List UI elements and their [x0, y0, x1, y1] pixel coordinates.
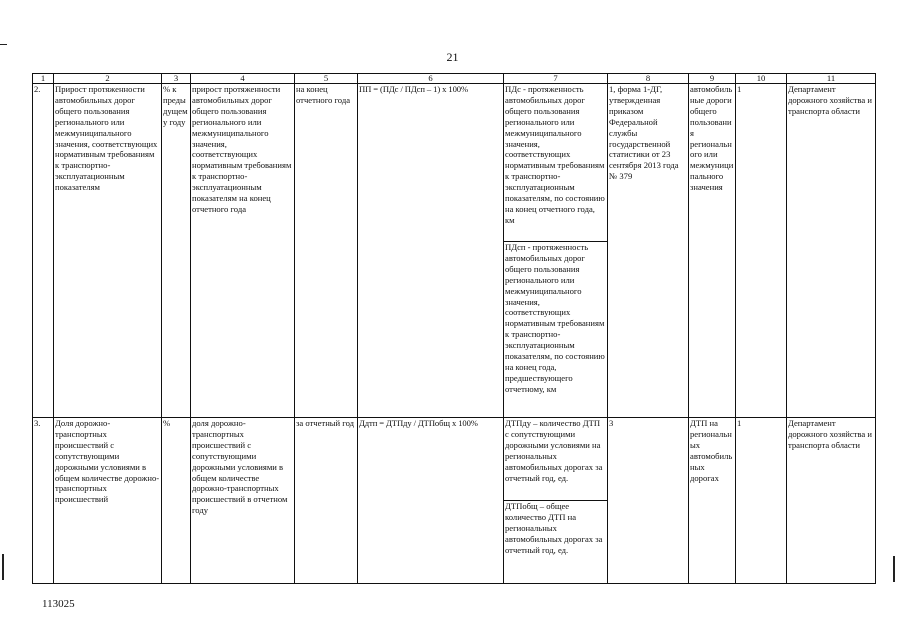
column-number-row — [33, 74, 876, 84]
unit-of-measure: % — [162, 418, 191, 584]
table-row — [33, 418, 876, 584]
column-number: 6 — [358, 74, 504, 84]
scan-edge-mark — [2, 554, 4, 580]
indicators-table — [32, 73, 876, 584]
indicator-name: Доля дорожно-транспортных происшествий с сопутствующими дорожными условиями в общем количестве дорожно-транспортных происшествий — [54, 418, 162, 584]
document-code: 113025 — [42, 598, 75, 610]
observation-object: автомобильные дороги общего пользования регионального или межмуниципального значения — [689, 84, 736, 418]
row-number: 2. — [33, 84, 54, 418]
table-row — [33, 84, 876, 418]
column-number: 7 — [504, 74, 608, 84]
formula-variable: ПДсп - протяженность автомобильных дорог общего пользования регионального или межмуниципального значения, соответствующих нормативным требованиям к транспортно-эксплуатационным показателям, по состоянию на конец года, предшествующего отчетному, км — [504, 241, 607, 395]
collection-method: 1 — [736, 418, 787, 584]
scan-edge-mark — [893, 556, 895, 582]
unit-of-measure: % к предыдущему году — [162, 84, 191, 418]
responsible-department: Департамент дорожного хозяйства и транспорта области — [787, 418, 876, 584]
column-number: 3 — [162, 74, 191, 84]
page-number: 21 — [446, 50, 459, 64]
calculation-formula: Ддтп = ДТПду / ДТПобщ х 100% — [358, 418, 504, 584]
responsible-department: Департамент дорожного хозяйства и транспорта области — [787, 84, 876, 418]
column-number: 1 — [33, 74, 54, 84]
data-source: 3 — [608, 418, 689, 584]
column-number: 8 — [608, 74, 689, 84]
column-number: 11 — [787, 74, 876, 84]
scan-edge-mark — [0, 44, 7, 45]
formula-variable: ДТПобщ – общее количество ДТП на региональных автомобильных дорогах за отчетный год, ед. — [504, 500, 607, 556]
time-characteristic: на конец отчетного года — [295, 84, 358, 418]
collection-method: 1 — [736, 84, 787, 418]
formula-variable: ПДс - протяженность автомобильных дорог общего пользования регионального или межмуниципального значения, соответствующих нормативным требованиям к транспортно-эксплуатационным показателям, по состоянию на конец отчетного года, км — [505, 84, 605, 225]
column-number: 5 — [295, 74, 358, 84]
column-number: 9 — [689, 74, 736, 84]
column-number: 10 — [736, 74, 787, 84]
formula-variables — [504, 418, 608, 584]
observation-object: ДТП на региональных автомобильных дорогах — [689, 418, 736, 584]
column-number: 4 — [191, 74, 295, 84]
time-characteristic: за отчетный год — [295, 418, 358, 584]
indicator-definition: прирост протяженности автомобильных дорог общего пользования регионального или межмуниципального значения, соответствующих нормативным требованиям к транспортно-эксплуатационным показателям на конец отчетного года — [191, 84, 295, 418]
calculation-formula: ПП = (ПДс / ПДсп – 1) х 100% — [358, 84, 504, 418]
indicator-definition: доля дорожно-транспортных происшествий с сопутствующими дорожными условиями в общем количестве дорожно-транспортных происшествий в отчетном году — [191, 418, 295, 584]
formula-variables — [504, 84, 608, 418]
data-source: 1, форма 1-ДГ, утвержденная приказом Федеральной службы государственной статистики от 23 сентября 2013 года № 379 — [608, 84, 689, 418]
row-number: 3. — [33, 418, 54, 584]
indicator-name: Прирост протяженности автомобильных дорог общего пользования регионального или межмуниципального значения, соответствующих нормативным требованиям к транспортно-эксплуатационным показателям — [54, 84, 162, 418]
formula-variable: ДТПду – количество ДТП с сопутствующими дорожными условиями на региональных автомобильных дорогах за отчетный год, ед. — [505, 418, 603, 483]
column-number: 2 — [54, 74, 162, 84]
